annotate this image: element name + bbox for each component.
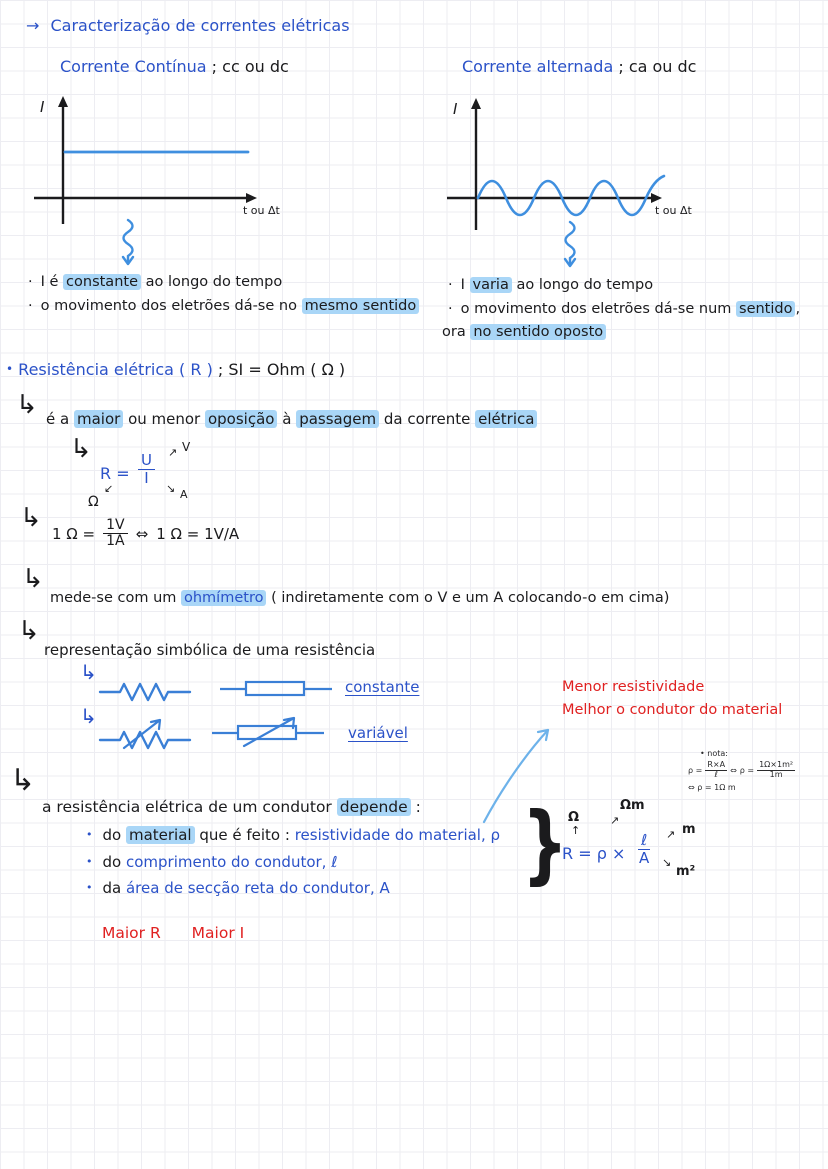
unit-ampere: A xyxy=(180,488,188,501)
numerator: R×A xyxy=(707,760,726,769)
measure-p1: mede-se com um xyxy=(50,590,181,606)
intro-highlight: depende xyxy=(337,798,411,816)
red-note xyxy=(562,676,782,722)
bullet-dot: · xyxy=(28,274,33,290)
unit-ohm-m: Ωm xyxy=(620,798,645,813)
symbolic-line: representação simbólica de uma resistência xyxy=(44,641,376,659)
unit-m2: m² xyxy=(676,864,696,879)
bullet-dot: • xyxy=(86,854,93,868)
unit-ohm: Ω xyxy=(568,810,580,825)
depends-item-2 xyxy=(86,849,500,876)
ac-squiggly-arrow-icon xyxy=(558,218,582,274)
ac-heading-blue: Corrente alternada xyxy=(462,57,614,76)
denominator: I xyxy=(144,468,149,487)
arrow-ne-icon: ↗ xyxy=(168,446,178,459)
eq-fraction xyxy=(103,518,127,550)
dc-b1-pre: I é xyxy=(40,274,64,290)
unit-volt: V xyxy=(182,440,191,454)
eq2-fraction xyxy=(757,761,795,780)
i3-blue: área de secção reta do condutor, A xyxy=(125,879,390,897)
hook-icon: ↳ xyxy=(20,503,42,533)
dc-y-label: I xyxy=(40,98,45,116)
iff-symbol: ⇔ xyxy=(730,765,737,775)
ac-bullets xyxy=(442,274,801,345)
ac-bullet-2 xyxy=(448,298,800,322)
eq-rhs: 1 Ω = 1V/A xyxy=(156,524,240,543)
ac-x-label: t ou Δt xyxy=(655,204,692,217)
intro-p1: a resistência elétrica de um condutor xyxy=(42,798,337,816)
ac-b3-pre: ora xyxy=(442,324,471,340)
dc-squiggly-arrow-icon xyxy=(116,216,140,272)
eq2-lhs: ρ = xyxy=(739,765,755,775)
resistencia-definition xyxy=(46,410,537,428)
arrow-right-icon: → xyxy=(26,16,40,35)
bullet-dot: · xyxy=(28,298,33,314)
ac-b1-highlight: varia xyxy=(470,277,512,293)
measure-line xyxy=(50,590,669,606)
ac-heading xyxy=(462,57,696,76)
def-p2: ou menor xyxy=(123,410,205,428)
def-p1: é a xyxy=(46,410,74,428)
dc-b2-highlight: mesmo sentido xyxy=(302,298,420,314)
resistor-box-symbol xyxy=(218,680,336,700)
ac-b3-highlight: no sentido oposto xyxy=(470,324,606,340)
ac-bullet-1 xyxy=(448,274,800,298)
denominator: ℓ xyxy=(714,769,718,779)
dc-heading-black: ; cc ou dc xyxy=(211,57,289,76)
variable-resistor-box-symbol xyxy=(210,714,336,750)
intro-p2: : xyxy=(410,798,421,816)
bullet-dot: • xyxy=(86,881,93,894)
i2-p1: do xyxy=(102,852,126,871)
curly-brace: } xyxy=(522,794,568,894)
dc-b1-post: ao longo do tempo xyxy=(141,274,283,290)
bullet-dot: • xyxy=(6,362,14,376)
ac-x-arrowhead xyxy=(651,193,662,203)
i1-blue: resistividade do material, ρ xyxy=(294,826,501,844)
footer-part1: Maior R xyxy=(102,924,161,942)
numerator: U xyxy=(138,452,155,470)
numerator: ℓ xyxy=(638,832,650,850)
unit-ohm: Ω xyxy=(88,494,99,510)
ac-heading-black: ; ca ou dc xyxy=(618,57,697,76)
dc-bullet-1 xyxy=(28,270,419,294)
dc-heading xyxy=(60,57,289,76)
hook-icon: ↳ xyxy=(80,660,97,684)
dc-y-arrowhead xyxy=(58,96,68,107)
ac-b2-highlight: sentido xyxy=(736,301,795,317)
i1-p1: do xyxy=(102,826,126,844)
def-h2: oposição xyxy=(205,410,277,428)
dc-x-label: t ou Δt xyxy=(243,204,280,217)
red-footer xyxy=(102,924,244,942)
ac-bullet-3 xyxy=(442,321,800,345)
hook-icon: ↳ xyxy=(10,763,36,798)
ac-y-arrowhead xyxy=(471,98,481,109)
ohm-law-formula xyxy=(88,440,212,512)
formula-fraction xyxy=(138,452,155,486)
ac-sine-wave xyxy=(478,176,664,215)
arrow-se-icon: ↘ xyxy=(662,856,672,869)
denominator: 1m xyxy=(769,769,783,779)
bullet-dot: • xyxy=(86,828,93,841)
formula-lhs: R = xyxy=(100,464,130,483)
measure-highlight: ohmímetro xyxy=(181,590,266,606)
footer-part2: Maior I xyxy=(191,924,245,942)
formula-fraction xyxy=(636,832,652,866)
depends-intro xyxy=(42,798,421,816)
resistencia-heading-blue: Resistência elétrica ( R ) xyxy=(18,360,213,379)
measure-p2: ( indiretamente com o V e um A colocando-o em cima) xyxy=(266,590,670,606)
hook-icon: ↳ xyxy=(18,616,40,646)
hook-icon: ↳ xyxy=(80,704,97,728)
denominator: A xyxy=(639,848,650,867)
hook-icon: ↳ xyxy=(70,434,92,464)
side-note-eq3: ⇔ ρ = 1Ω m xyxy=(688,782,736,792)
dc-b1-highlight: constante xyxy=(63,274,141,290)
side-note-title: • nota: xyxy=(700,749,728,758)
eq1-fraction xyxy=(705,761,727,780)
dc-bullets xyxy=(28,270,419,318)
ohm-unit-equation xyxy=(52,518,239,550)
numerator: 1V xyxy=(103,518,127,534)
arrow-ne-icon: ↗ xyxy=(666,828,676,841)
ac-b2-pre: o movimento dos eletrões dá-se num xyxy=(460,300,737,317)
dc-bullet-2 xyxy=(28,294,419,318)
arrow-se-icon: ↘ xyxy=(166,482,176,495)
resistencia-heading-black: ; SI = Ohm ( Ω ) xyxy=(217,360,346,379)
i3-p1: da xyxy=(102,879,126,897)
numerator: 1Ω×1m² xyxy=(759,760,794,769)
arrow-sw-icon: ↙ xyxy=(104,482,114,495)
side-note-eq xyxy=(688,761,795,780)
label-constante: constante xyxy=(345,678,420,696)
ac-b1-pre: I xyxy=(460,277,470,293)
side-note xyxy=(688,748,795,793)
bullet-dot: · xyxy=(448,300,453,317)
dc-x-arrowhead xyxy=(246,193,257,203)
iff-symbol: ⇔ xyxy=(135,524,149,543)
resistencia-heading xyxy=(6,360,345,379)
formula-lhs: R = ρ × xyxy=(562,844,626,863)
def-h4: elétrica xyxy=(475,410,537,428)
bullet-dot: · xyxy=(448,277,453,293)
i2-blue: comprimento do condutor, ℓ xyxy=(125,852,338,871)
depends-item-1 xyxy=(86,822,500,849)
def-p4: da corrente xyxy=(379,410,476,428)
variable-resistor-zigzag-symbol xyxy=(98,714,198,752)
resistor-zigzag-symbol xyxy=(98,678,198,706)
eq-pre: 1 Ω = xyxy=(52,524,96,543)
i1-highlight: material xyxy=(126,826,195,844)
red-note-line2: Melhor o condutor do material xyxy=(562,702,783,718)
page-title-text: Caracterização de correntes elétricas xyxy=(50,16,350,35)
arrow-ne-icon: ↗ xyxy=(610,814,620,827)
i1-p2: que é feito : xyxy=(194,826,295,844)
resistivity-formula xyxy=(562,798,722,890)
red-note-line1: Menor resistividade xyxy=(562,679,705,695)
hook-icon: ↳ xyxy=(22,564,44,594)
ac-b1-post: ao longo do tempo xyxy=(511,277,654,293)
unit-m: m xyxy=(682,822,696,837)
label-variavel: variável xyxy=(348,724,408,742)
ac-b2-post: , xyxy=(795,300,801,317)
def-h3: passagem xyxy=(296,410,379,428)
arrow-up-icon: ↑ xyxy=(571,824,581,837)
dc-heading-blue: Corrente Contínua xyxy=(60,57,207,76)
depends-item-3 xyxy=(86,875,500,902)
denominator: 1A xyxy=(106,533,125,550)
eq1-lhs: ρ = xyxy=(688,765,703,775)
ac-y-label: I xyxy=(453,100,458,118)
dc-b2-pre: o movimento dos eletrões dá-se no xyxy=(40,298,302,314)
hook-icon: ↳ xyxy=(16,390,38,420)
page-title xyxy=(26,16,350,35)
depends-items xyxy=(86,822,500,902)
def-h1: maior xyxy=(74,410,123,428)
dc-graph xyxy=(30,90,290,230)
def-p3: à xyxy=(277,410,297,428)
